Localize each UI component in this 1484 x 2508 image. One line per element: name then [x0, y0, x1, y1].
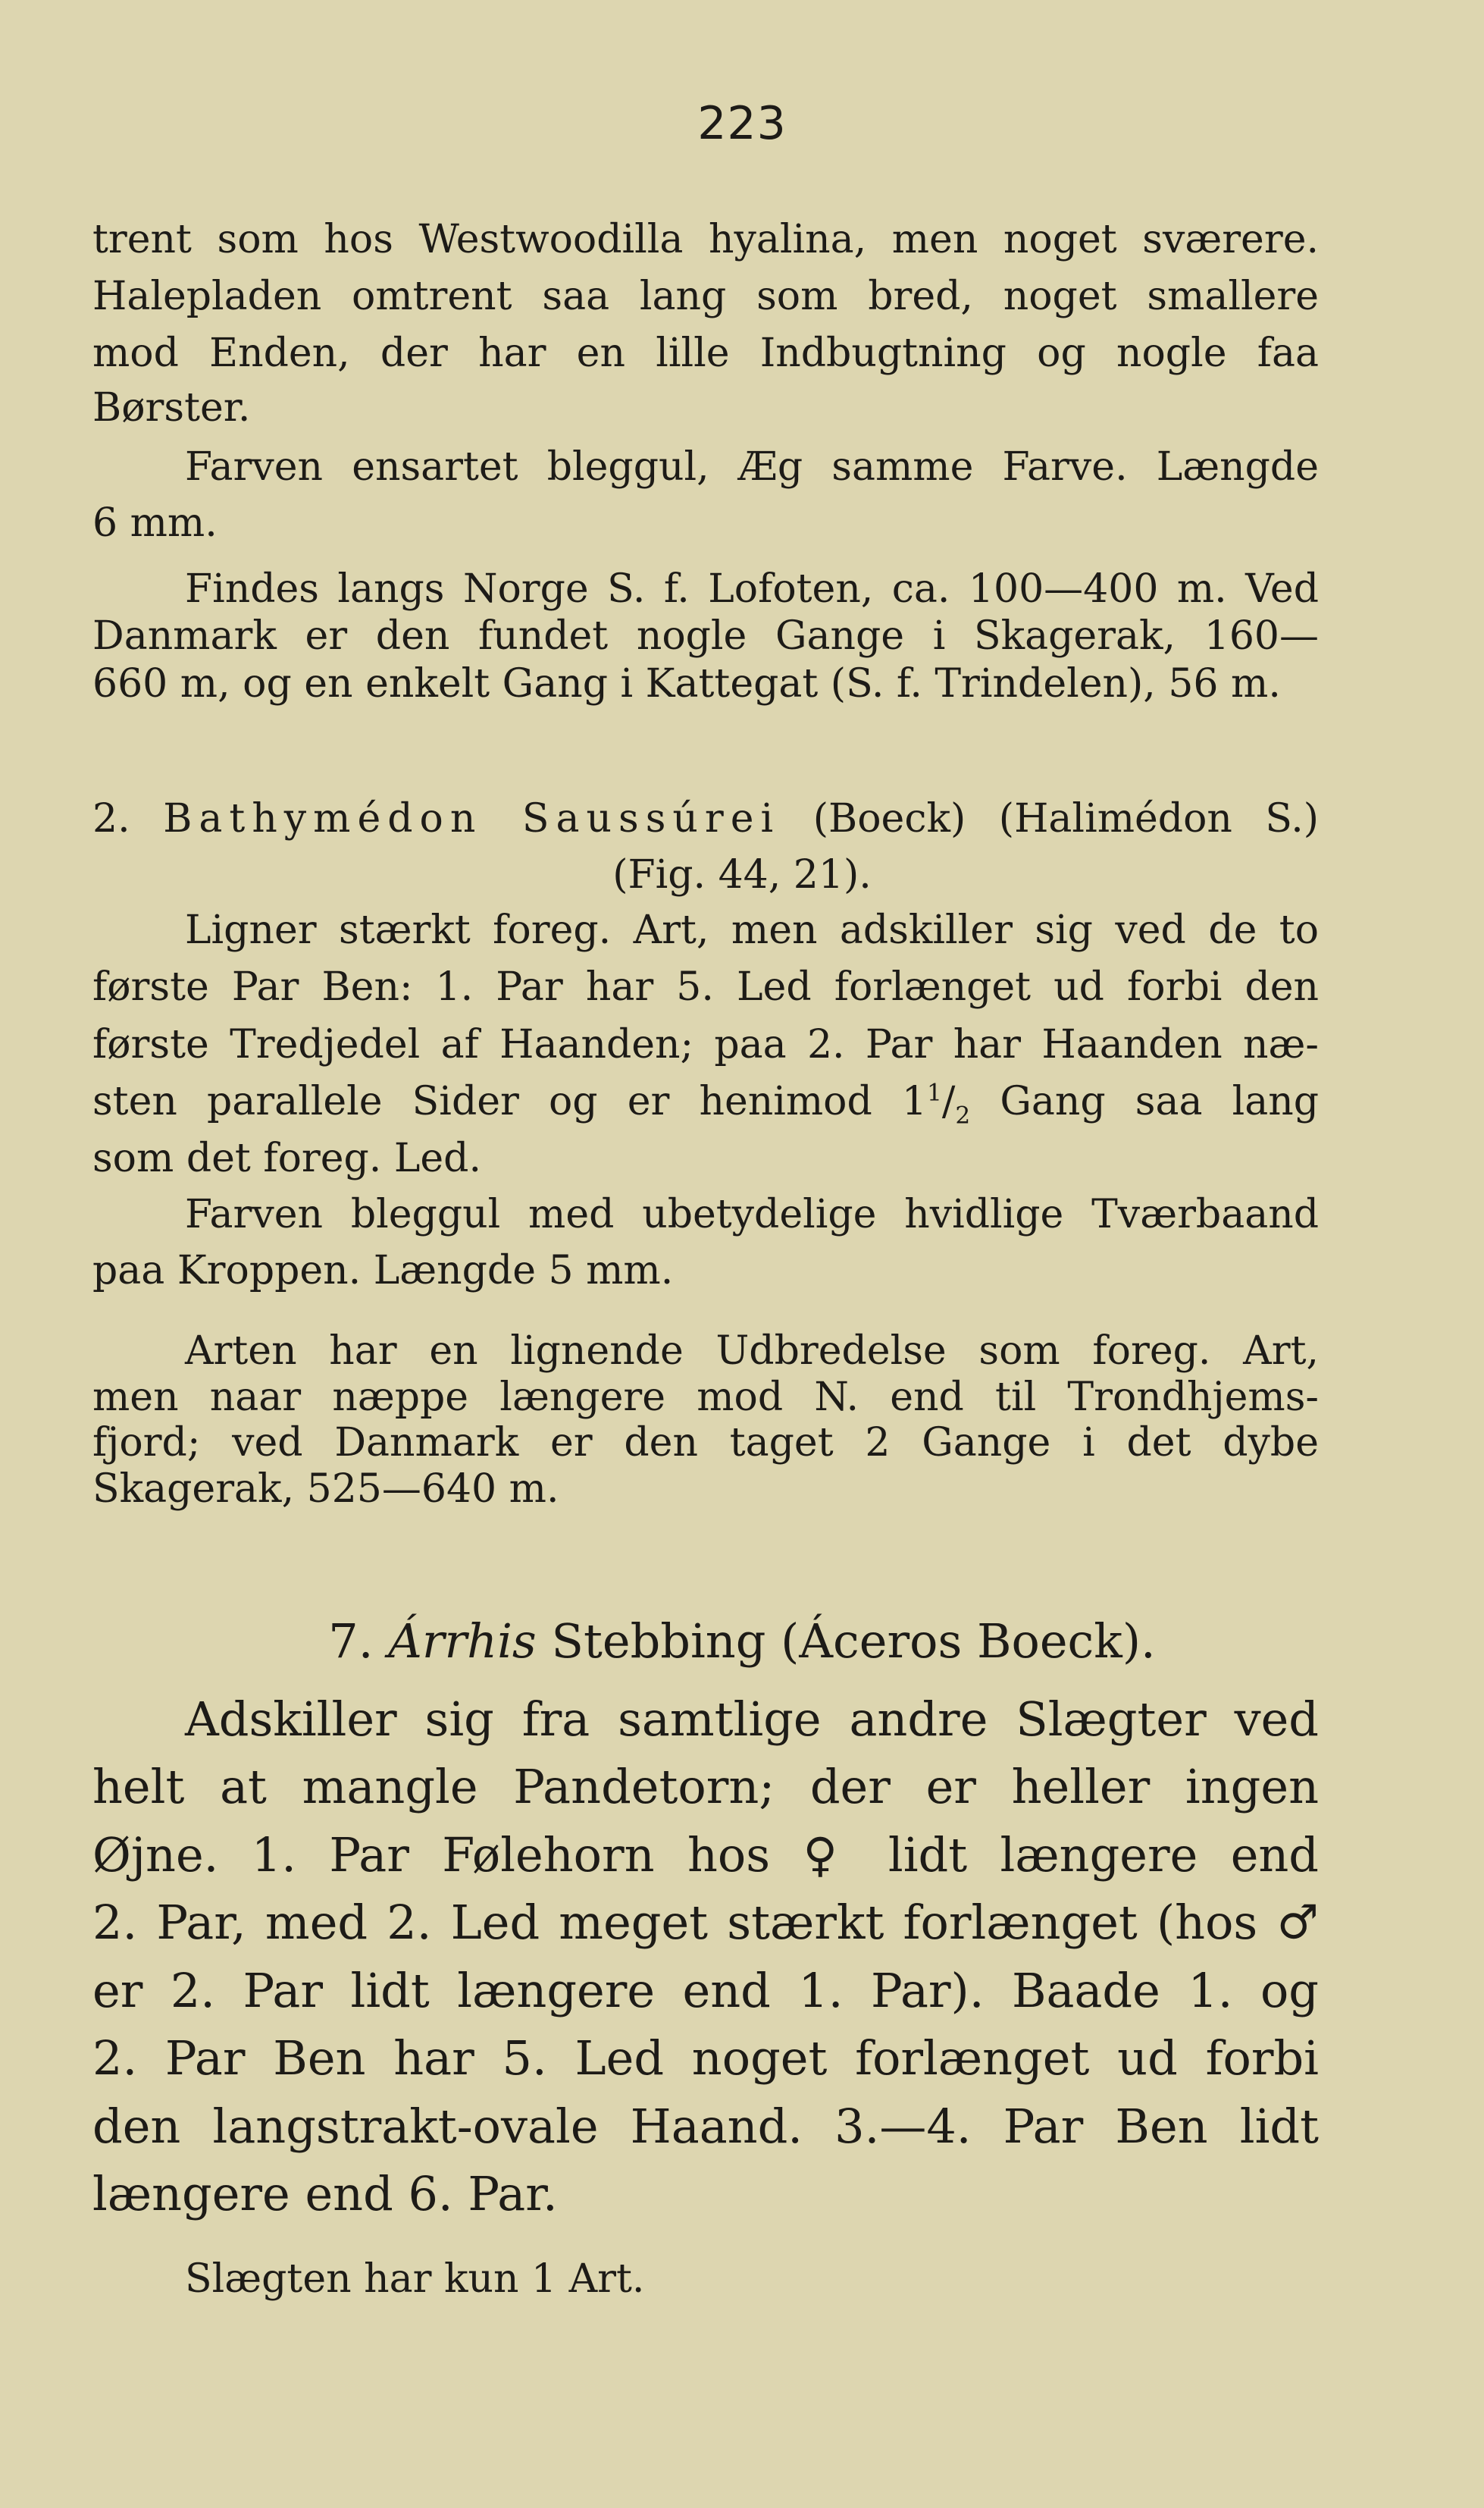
text-line: Slægten har kun 1 Art.	[185, 2256, 645, 2302]
text-line: paa Kroppen. Længde 5 mm.	[92, 1248, 674, 1293]
species-heading	[92, 796, 1320, 842]
text-line: første Par Ben: 1. Par har 5. Led forlænget ud forbi den	[92, 964, 1319, 1010]
text-line: trent som hos Westwoodilla hyalina, men noget sværere.	[92, 217, 1319, 262]
genus-author: Stebbing (Áceros Boeck).	[551, 1613, 1156, 1669]
species-author: (Boeck) (Halimédon S.)	[812, 796, 1320, 842]
text-line: første Tredjedel af Haanden; paa 2. Par har Haanden næ-	[92, 1022, 1319, 1067]
text-line: 6 mm.	[92, 500, 218, 546]
text-segment: Gang saa lang	[970, 1079, 1319, 1124]
text-line	[92, 1079, 1319, 1130]
text-line: 660 m, og en enkelt Gang i Kattegat (S. f. Trindelen), 56 m.	[92, 661, 1281, 707]
text-line: den langstrakt-ovale Haand. 3.—4. Par Ben lidt	[92, 2099, 1319, 2154]
fraction-slash: /	[941, 1079, 956, 1124]
text-line: Halepladen omtrent saa lang som bred, noget smallere	[92, 274, 1319, 319]
text-line: er 2. Par lidt længere end 1. Par). Baade 1. og	[92, 1963, 1319, 2018]
text-line: 2. Par Ben har 5. Led noget forlænget ud forbi	[92, 2030, 1319, 2086]
genus-name: Árrhis	[388, 1613, 537, 1669]
text-line: Findes langs Norge S. f. Lofoten, ca. 100—400 m. Ved	[185, 566, 1319, 612]
text-line: Farven ensartet bleggul, Æg samme Farve. Længde	[185, 444, 1319, 490]
text-line: længere end 6. Par.	[92, 2166, 558, 2221]
text-line: Øjne. 1. Par Følehorn hos ♀ lidt længere end	[92, 1827, 1319, 1883]
text-line: Danmark er den fundet nogle Gange i Skagerak, 160—	[92, 613, 1319, 659]
text-line: mod Enden, der har en lille Indbugtning og nogle faa	[92, 331, 1319, 376]
text-line: men naar næppe længere mod N. end til Trondhjems-	[92, 1375, 1319, 1420]
species-name: Bathymédon Saussúrei	[163, 796, 781, 842]
genus-heading	[0, 1613, 1484, 1669]
text-line: som det foreg. Led.	[92, 1136, 481, 1181]
text-line: fjord; ved Danmark er den taget 2 Gange i det dybe	[92, 1420, 1319, 1466]
text-line: Ligner stærkt foreg. Art, men adskiller sig ved de to	[185, 908, 1319, 953]
figure-reference: (Fig. 44, 21).	[612, 852, 872, 898]
fraction-denominator: 2	[955, 1102, 971, 1130]
text-line: Skagerak, 525—640 m.	[92, 1466, 559, 1512]
text-segment: sten parallele Sider og er henimod 1	[92, 1079, 927, 1124]
text-line: Børster.	[92, 385, 251, 431]
fraction-numerator: 1	[926, 1079, 942, 1107]
text-line: 2. Par, med 2. Led meget stærkt forlænget (hos ♂	[92, 1895, 1319, 1950]
page-number: 223	[697, 97, 787, 150]
text-line: Farven bleggul med ubetydelige hvidlige Tværbaand	[185, 1192, 1319, 1237]
text-line: helt at mangle Pandetorn; der er heller ingen	[92, 1759, 1319, 1814]
text-line: Arten har en lignende Udbredelse som foreg. Art,	[185, 1328, 1319, 1374]
genus-number: 7.	[328, 1613, 374, 1669]
text-line: Adskiller sig fra samtlige andre Slægter ved	[185, 1691, 1319, 1747]
species-number: 2.	[92, 796, 130, 842]
